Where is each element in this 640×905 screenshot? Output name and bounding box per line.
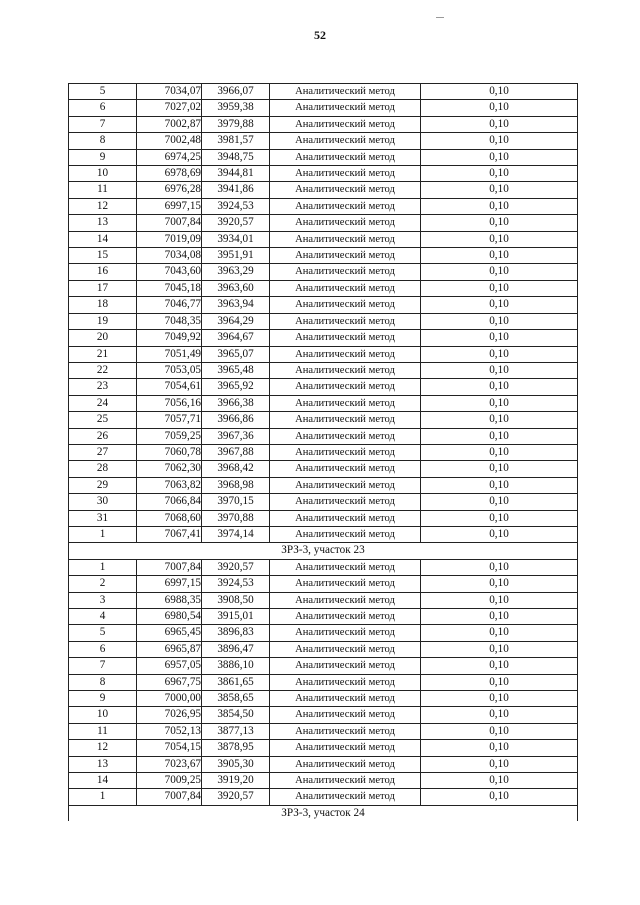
method-cell: Аналитический метод (270, 723, 421, 739)
accuracy-cell: 0,10 (421, 215, 578, 231)
point-number-cell: 17 (69, 280, 137, 296)
method-cell: Аналитический метод (270, 477, 421, 493)
accuracy-cell: 0,10 (421, 461, 578, 477)
method-cell: Аналитический метод (270, 100, 421, 116)
point-number-cell: 9 (69, 691, 137, 707)
point-number-cell: 26 (69, 428, 137, 444)
method-cell: Аналитический метод (270, 461, 421, 477)
scan-mark (436, 17, 444, 18)
method-cell: Аналитический метод (270, 641, 421, 657)
x-coordinate-cell: 7000,00 (137, 691, 202, 707)
x-coordinate-cell: 6976,28 (137, 182, 202, 198)
method-cell: Аналитический метод (270, 379, 421, 395)
table-row (69, 395, 578, 411)
accuracy-cell: 0,10 (421, 477, 578, 493)
method-cell: Аналитический метод (270, 609, 421, 625)
table-row (69, 280, 578, 296)
y-coordinate-cell: 3965,07 (202, 346, 270, 362)
method-cell: Аналитический метод (270, 330, 421, 346)
y-coordinate-cell: 3967,88 (202, 444, 270, 460)
accuracy-cell: 0,10 (421, 84, 578, 100)
y-coordinate-cell: 3886,10 (202, 658, 270, 674)
point-number-cell: 7 (69, 658, 137, 674)
point-number-cell: 30 (69, 494, 137, 510)
table-row (69, 674, 578, 690)
x-coordinate-cell: 6967,75 (137, 674, 202, 690)
point-number-cell: 1 (69, 789, 137, 805)
y-coordinate-cell: 3963,94 (202, 297, 270, 313)
method-cell: Аналитический метод (270, 494, 421, 510)
x-coordinate-cell: 7051,49 (137, 346, 202, 362)
point-number-cell: 28 (69, 461, 137, 477)
table-row (69, 100, 578, 116)
y-coordinate-cell: 3951,91 (202, 248, 270, 264)
accuracy-cell: 0,10 (421, 100, 578, 116)
accuracy-cell: 0,10 (421, 346, 578, 362)
method-cell: Аналитический метод (270, 297, 421, 313)
x-coordinate-cell: 7034,08 (137, 248, 202, 264)
point-number-cell: 16 (69, 264, 137, 280)
x-coordinate-cell: 6965,45 (137, 625, 202, 641)
y-coordinate-cell: 3877,13 (202, 723, 270, 739)
y-coordinate-cell: 3878,95 (202, 740, 270, 756)
method-cell: Аналитический метод (270, 149, 421, 165)
table-row (69, 526, 578, 542)
table-row (69, 625, 578, 641)
point-number-cell: 1 (69, 526, 137, 542)
point-number-cell: 10 (69, 166, 137, 182)
y-coordinate-cell: 3968,42 (202, 461, 270, 477)
method-cell: Аналитический метод (270, 444, 421, 460)
point-number-cell: 8 (69, 133, 137, 149)
y-coordinate-cell: 3966,38 (202, 395, 270, 411)
x-coordinate-cell: 6997,15 (137, 198, 202, 214)
section-header-row (69, 805, 578, 821)
accuracy-cell: 0,10 (421, 248, 578, 264)
y-coordinate-cell: 3905,30 (202, 756, 270, 772)
method-cell: Аналитический метод (270, 215, 421, 231)
y-coordinate-cell: 3934,01 (202, 231, 270, 247)
table-row (69, 133, 578, 149)
y-coordinate-cell: 3966,86 (202, 412, 270, 428)
table-row (69, 707, 578, 723)
method-cell: Аналитический метод (270, 182, 421, 198)
x-coordinate-cell: 7067,41 (137, 526, 202, 542)
point-number-cell: 22 (69, 362, 137, 378)
accuracy-cell: 0,10 (421, 166, 578, 182)
y-coordinate-cell: 3963,60 (202, 280, 270, 296)
y-coordinate-cell: 3963,29 (202, 264, 270, 280)
method-cell: Аналитический метод (270, 313, 421, 329)
table-row (69, 166, 578, 182)
y-coordinate-cell: 3967,36 (202, 428, 270, 444)
accuracy-cell: 0,10 (421, 592, 578, 608)
page-number: 52 (314, 28, 326, 42)
table-row (69, 182, 578, 198)
method-cell: Аналитический метод (270, 559, 421, 575)
point-number-cell: 18 (69, 297, 137, 313)
table-row (69, 494, 578, 510)
point-number-cell: 11 (69, 182, 137, 198)
point-number-cell: 12 (69, 198, 137, 214)
method-cell: Аналитический метод (270, 84, 421, 100)
table-row (69, 756, 578, 772)
x-coordinate-cell: 7060,78 (137, 444, 202, 460)
x-coordinate-cell: 7059,25 (137, 428, 202, 444)
method-cell: Аналитический метод (270, 592, 421, 608)
table-row (69, 773, 578, 789)
point-number-cell: 1 (69, 559, 137, 575)
method-cell: Аналитический метод (270, 395, 421, 411)
x-coordinate-cell: 7019,09 (137, 231, 202, 247)
method-cell: Аналитический метод (270, 707, 421, 723)
table-row (69, 428, 578, 444)
accuracy-cell: 0,10 (421, 740, 578, 756)
section-header-row (69, 543, 578, 559)
y-coordinate-cell: 3854,50 (202, 707, 270, 723)
accuracy-cell: 0,10 (421, 231, 578, 247)
x-coordinate-cell: 6978,69 (137, 166, 202, 182)
method-cell: Аналитический метод (270, 133, 421, 149)
table-row (69, 330, 578, 346)
y-coordinate-cell: 3861,65 (202, 674, 270, 690)
point-number-cell: 5 (69, 625, 137, 641)
accuracy-cell: 0,10 (421, 609, 578, 625)
table-row (69, 248, 578, 264)
y-coordinate-cell: 3896,83 (202, 625, 270, 641)
y-coordinate-cell: 3964,29 (202, 313, 270, 329)
x-coordinate-cell: 6988,35 (137, 592, 202, 608)
accuracy-cell: 0,10 (421, 691, 578, 707)
y-coordinate-cell: 3915,01 (202, 609, 270, 625)
accuracy-cell: 0,10 (421, 149, 578, 165)
table-row (69, 379, 578, 395)
point-number-cell: 23 (69, 379, 137, 395)
accuracy-cell: 0,10 (421, 182, 578, 198)
method-cell: Аналитический метод (270, 740, 421, 756)
method-cell: Аналитический метод (270, 412, 421, 428)
table-row (69, 691, 578, 707)
x-coordinate-cell: 6957,05 (137, 658, 202, 674)
y-coordinate-cell: 3941,86 (202, 182, 270, 198)
table-row (69, 658, 578, 674)
y-coordinate-cell: 3959,38 (202, 100, 270, 116)
point-number-cell: 19 (69, 313, 137, 329)
accuracy-cell: 0,10 (421, 707, 578, 723)
method-cell: Аналитический метод (270, 166, 421, 182)
x-coordinate-cell: 7068,60 (137, 510, 202, 526)
accuracy-cell: 0,10 (421, 559, 578, 575)
accuracy-cell: 0,10 (421, 264, 578, 280)
accuracy-cell: 0,10 (421, 658, 578, 674)
point-number-cell: 10 (69, 707, 137, 723)
method-cell: Аналитический метод (270, 658, 421, 674)
method-cell: Аналитический метод (270, 248, 421, 264)
method-cell: Аналитический метод (270, 756, 421, 772)
accuracy-cell: 0,10 (421, 510, 578, 526)
y-coordinate-cell: 3896,47 (202, 641, 270, 657)
point-number-cell: 13 (69, 756, 137, 772)
point-number-cell: 24 (69, 395, 137, 411)
table-row (69, 264, 578, 280)
accuracy-cell: 0,10 (421, 133, 578, 149)
point-number-cell: 25 (69, 412, 137, 428)
x-coordinate-cell: 7049,92 (137, 330, 202, 346)
accuracy-cell: 0,10 (421, 789, 578, 805)
x-coordinate-cell: 6980,54 (137, 609, 202, 625)
point-number-cell: 27 (69, 444, 137, 460)
x-coordinate-cell: 7007,84 (137, 559, 202, 575)
method-cell: Аналитический метод (270, 674, 421, 690)
method-cell: Аналитический метод (270, 116, 421, 132)
y-coordinate-cell: 3965,48 (202, 362, 270, 378)
point-number-cell: 31 (69, 510, 137, 526)
x-coordinate-cell: 7023,67 (137, 756, 202, 772)
y-coordinate-cell: 3970,88 (202, 510, 270, 526)
accuracy-cell: 0,10 (421, 641, 578, 657)
table-row (69, 412, 578, 428)
y-coordinate-cell: 3974,14 (202, 526, 270, 542)
accuracy-cell: 0,10 (421, 444, 578, 460)
point-number-cell: 21 (69, 346, 137, 362)
point-number-cell: 5 (69, 84, 137, 100)
accuracy-cell: 0,10 (421, 313, 578, 329)
accuracy-cell: 0,10 (421, 362, 578, 378)
point-number-cell: 20 (69, 330, 137, 346)
accuracy-cell: 0,10 (421, 198, 578, 214)
table-row (69, 477, 578, 493)
y-coordinate-cell: 3920,57 (202, 559, 270, 575)
table-row (69, 592, 578, 608)
x-coordinate-cell: 7002,87 (137, 116, 202, 132)
method-cell: Аналитический метод (270, 280, 421, 296)
point-number-cell: 7 (69, 116, 137, 132)
method-cell: Аналитический метод (270, 526, 421, 542)
y-coordinate-cell: 3968,98 (202, 477, 270, 493)
table-row (69, 461, 578, 477)
coordinates-table (68, 83, 578, 821)
method-cell: Аналитический метод (270, 691, 421, 707)
table-row (69, 84, 578, 100)
method-cell: Аналитический метод (270, 773, 421, 789)
table-row (69, 723, 578, 739)
table-row (69, 789, 578, 805)
method-cell: Аналитический метод (270, 362, 421, 378)
table-row (69, 510, 578, 526)
table-row (69, 215, 578, 231)
table-row (69, 116, 578, 132)
x-coordinate-cell: 7045,18 (137, 280, 202, 296)
x-coordinate-cell: 7062,30 (137, 461, 202, 477)
table-row (69, 346, 578, 362)
accuracy-cell: 0,10 (421, 379, 578, 395)
method-cell: Аналитический метод (270, 346, 421, 362)
table-row (69, 149, 578, 165)
x-coordinate-cell: 7034,07 (137, 84, 202, 100)
point-number-cell: 6 (69, 100, 137, 116)
x-coordinate-cell: 7027,02 (137, 100, 202, 116)
point-number-cell: 15 (69, 248, 137, 264)
point-number-cell: 6 (69, 641, 137, 657)
point-number-cell: 14 (69, 773, 137, 789)
y-coordinate-cell: 3920,57 (202, 789, 270, 805)
accuracy-cell: 0,10 (421, 330, 578, 346)
accuracy-cell: 0,10 (421, 576, 578, 592)
y-coordinate-cell: 3908,50 (202, 592, 270, 608)
accuracy-cell: 0,10 (421, 428, 578, 444)
x-coordinate-cell: 7066,84 (137, 494, 202, 510)
method-cell: Аналитический метод (270, 231, 421, 247)
point-number-cell: 12 (69, 740, 137, 756)
y-coordinate-cell: 3858,65 (202, 691, 270, 707)
accuracy-cell: 0,10 (421, 494, 578, 510)
x-coordinate-cell: 7002,48 (137, 133, 202, 149)
table-row (69, 609, 578, 625)
method-cell: Аналитический метод (270, 428, 421, 444)
x-coordinate-cell: 7057,71 (137, 412, 202, 428)
x-coordinate-cell: 7026,95 (137, 707, 202, 723)
table-row (69, 198, 578, 214)
x-coordinate-cell: 7009,25 (137, 773, 202, 789)
accuracy-cell: 0,10 (421, 116, 578, 132)
x-coordinate-cell: 6974,25 (137, 149, 202, 165)
x-coordinate-cell: 7007,84 (137, 789, 202, 805)
x-coordinate-cell: 7054,61 (137, 379, 202, 395)
x-coordinate-cell: 7007,84 (137, 215, 202, 231)
y-coordinate-cell: 3924,53 (202, 576, 270, 592)
x-coordinate-cell: 7054,15 (137, 740, 202, 756)
method-cell: Аналитический метод (270, 510, 421, 526)
table-row (69, 740, 578, 756)
y-coordinate-cell: 3920,57 (202, 215, 270, 231)
x-coordinate-cell: 7053,05 (137, 362, 202, 378)
table-row (69, 641, 578, 657)
table-row (69, 231, 578, 247)
x-coordinate-cell: 6965,87 (137, 641, 202, 657)
method-cell: Аналитический метод (270, 264, 421, 280)
y-coordinate-cell: 3919,20 (202, 773, 270, 789)
table-row (69, 576, 578, 592)
point-number-cell: 9 (69, 149, 137, 165)
x-coordinate-cell: 7052,13 (137, 723, 202, 739)
table-row (69, 444, 578, 460)
method-cell: Аналитический метод (270, 198, 421, 214)
point-number-cell: 4 (69, 609, 137, 625)
point-number-cell: 8 (69, 674, 137, 690)
point-number-cell: 13 (69, 215, 137, 231)
y-coordinate-cell: 3948,75 (202, 149, 270, 165)
accuracy-cell: 0,10 (421, 674, 578, 690)
x-coordinate-cell: 7056,16 (137, 395, 202, 411)
accuracy-cell: 0,10 (421, 280, 578, 296)
point-number-cell: 11 (69, 723, 137, 739)
accuracy-cell: 0,10 (421, 625, 578, 641)
point-number-cell: 29 (69, 477, 137, 493)
accuracy-cell: 0,10 (421, 723, 578, 739)
table-row (69, 559, 578, 575)
x-coordinate-cell: 7046,77 (137, 297, 202, 313)
x-coordinate-cell: 7043,60 (137, 264, 202, 280)
x-coordinate-cell: 7063,82 (137, 477, 202, 493)
x-coordinate-cell: 6997,15 (137, 576, 202, 592)
y-coordinate-cell: 3965,92 (202, 379, 270, 395)
point-number-cell: 14 (69, 231, 137, 247)
point-number-cell: 2 (69, 576, 137, 592)
table-row (69, 362, 578, 378)
accuracy-cell: 0,10 (421, 297, 578, 313)
x-coordinate-cell: 7048,35 (137, 313, 202, 329)
accuracy-cell: 0,10 (421, 526, 578, 542)
table-row (69, 313, 578, 329)
method-cell: Аналитический метод (270, 789, 421, 805)
accuracy-cell: 0,10 (421, 773, 578, 789)
y-coordinate-cell: 3970,15 (202, 494, 270, 510)
y-coordinate-cell: 3979,88 (202, 116, 270, 132)
y-coordinate-cell: 3924,53 (202, 198, 270, 214)
section-title: ЗРЗ-3, участок 24 (69, 805, 578, 821)
y-coordinate-cell: 3981,57 (202, 133, 270, 149)
y-coordinate-cell: 3944,81 (202, 166, 270, 182)
method-cell: Аналитический метод (270, 576, 421, 592)
y-coordinate-cell: 3964,67 (202, 330, 270, 346)
y-coordinate-cell: 3966,07 (202, 84, 270, 100)
point-number-cell: 3 (69, 592, 137, 608)
section-title: ЗРЗ-3, участок 23 (69, 543, 578, 559)
table-row (69, 297, 578, 313)
accuracy-cell: 0,10 (421, 756, 578, 772)
accuracy-cell: 0,10 (421, 395, 578, 411)
method-cell: Аналитический метод (270, 625, 421, 641)
accuracy-cell: 0,10 (421, 412, 578, 428)
